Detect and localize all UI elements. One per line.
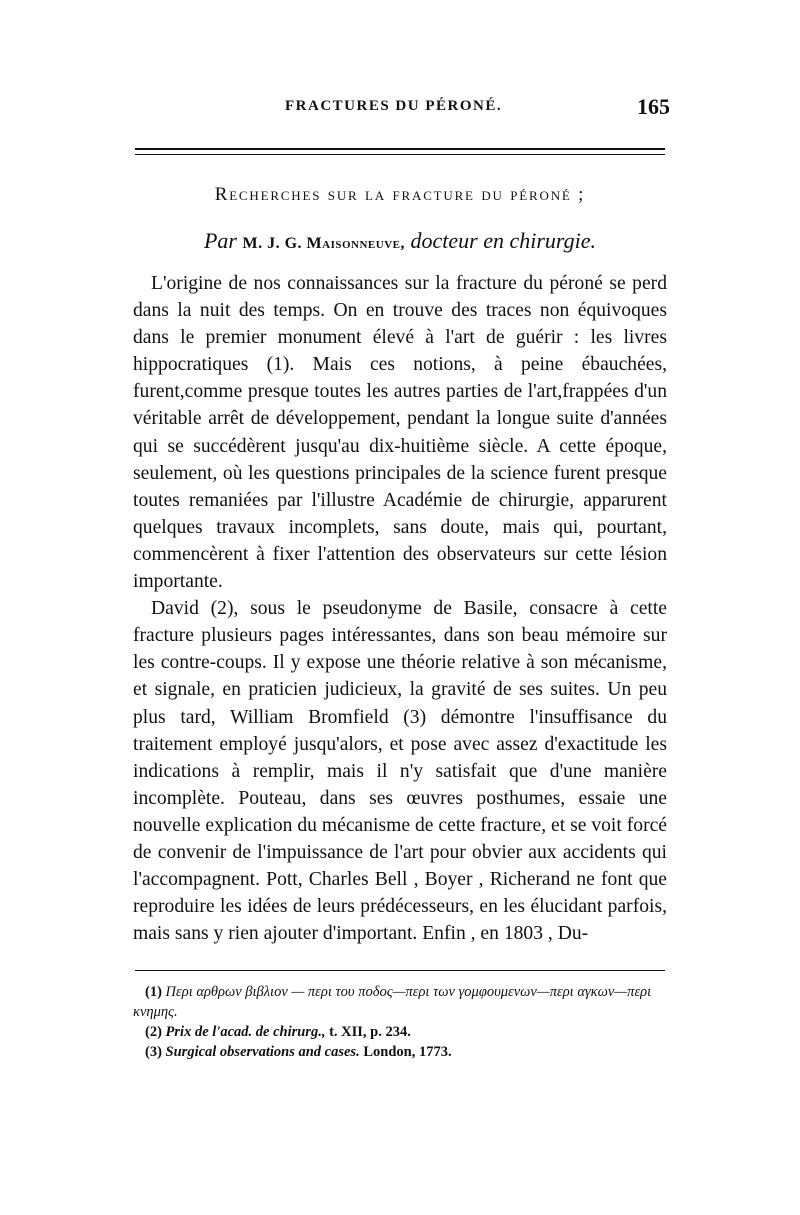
header-rule bbox=[135, 148, 665, 155]
paragraph: David (2), sous le pseudonyme de Basile, consacre à cette fracture plusieurs pages intéressantes, dans son beau mémoire sur les contre-coups. Il y expose une théorie relative à son mécanisme, et signale, en praticien judicieux, la gravité de ses suites. Un peu plus tard, William Bromfield (3) démontre l'insuffisance du traitement employé jusqu'alors, et pose avec assez d'exactitude les indications à remplir, mais il n'y satisfait que d'une manière incomplète. Pouteau, dans ses œuvres posthumes, essaie une nouvelle explication du mécanisme de cette fracture, et se voit forcé de convenir de l'impuissance de l'art pour obvier aux accidents qui l'accompagnent. Pott, Charles Bell , Boyer , Richerand ne font que reproduire les idées de leurs prédécesseurs, en les élucidant parfois, mais sans y rien ajouter d'important. Enfin , en 1803 , Du- bbox=[133, 598, 667, 945]
footnote-1 bbox=[133, 982, 667, 1022]
body-text bbox=[133, 270, 667, 947]
footnote-3 bbox=[133, 1042, 667, 1062]
byline bbox=[130, 228, 670, 254]
paragraph: L'origine de nos connaissances sur la fracture du péroné se perd dans la nuit des temps. On en trouve des traces non équivoques dans le premier monument élevé à l'art de guérir : les livres hippocratiques (1). Mais ces notions, à peine ébauchées, furent,comme presque toutes les autres parties de l'art,frappées d'un véritable arrêt de développement, pendant la longue suite d'années qui se succédèrent jusqu'au dix-huitième siècle. A cette époque, seulement, où les questions principales de la science furent presque toutes remaniées par l'illustre Académie de chirurgie, apparurent quelques travaux incomplets, sans doute, mais qui, pourtant, commencèrent à fixer l'attention des observateurs sur cette lésion importante. bbox=[133, 273, 667, 593]
running-head bbox=[130, 94, 670, 122]
footnote-number: (1) bbox=[145, 984, 162, 1000]
author-name: M. J. G. Maisonneuve, bbox=[242, 235, 405, 252]
footnote-text: t. XII, p. 234. bbox=[329, 1024, 411, 1040]
footnote-number: (3) bbox=[145, 1044, 162, 1060]
footnote-number: (2) bbox=[145, 1024, 162, 1040]
footnote-text: London, 1773. bbox=[363, 1044, 452, 1060]
footnote-2 bbox=[133, 1022, 667, 1042]
author-role: docteur en chirurgie. bbox=[410, 228, 597, 253]
footnote-text: Περι αρθρων βιβλιον — περι του ποδος—περι των γομφουμενων—περι αγκων—περι κνημης. bbox=[133, 984, 652, 1020]
footnote-italic: Surgical observations and cases. bbox=[165, 1044, 360, 1060]
footnote-rule bbox=[135, 970, 665, 971]
footnote-italic: Prix de l'acad. de chirurg., bbox=[165, 1024, 326, 1040]
article-title: Recherches sur la fracture du péroné ; bbox=[214, 184, 586, 205]
running-title: FRACTURES DU PÉRONÉ. bbox=[285, 98, 503, 114]
page-number: 165 bbox=[637, 94, 670, 119]
byline-prefix: Par bbox=[203, 228, 237, 253]
footnotes bbox=[133, 982, 667, 1062]
